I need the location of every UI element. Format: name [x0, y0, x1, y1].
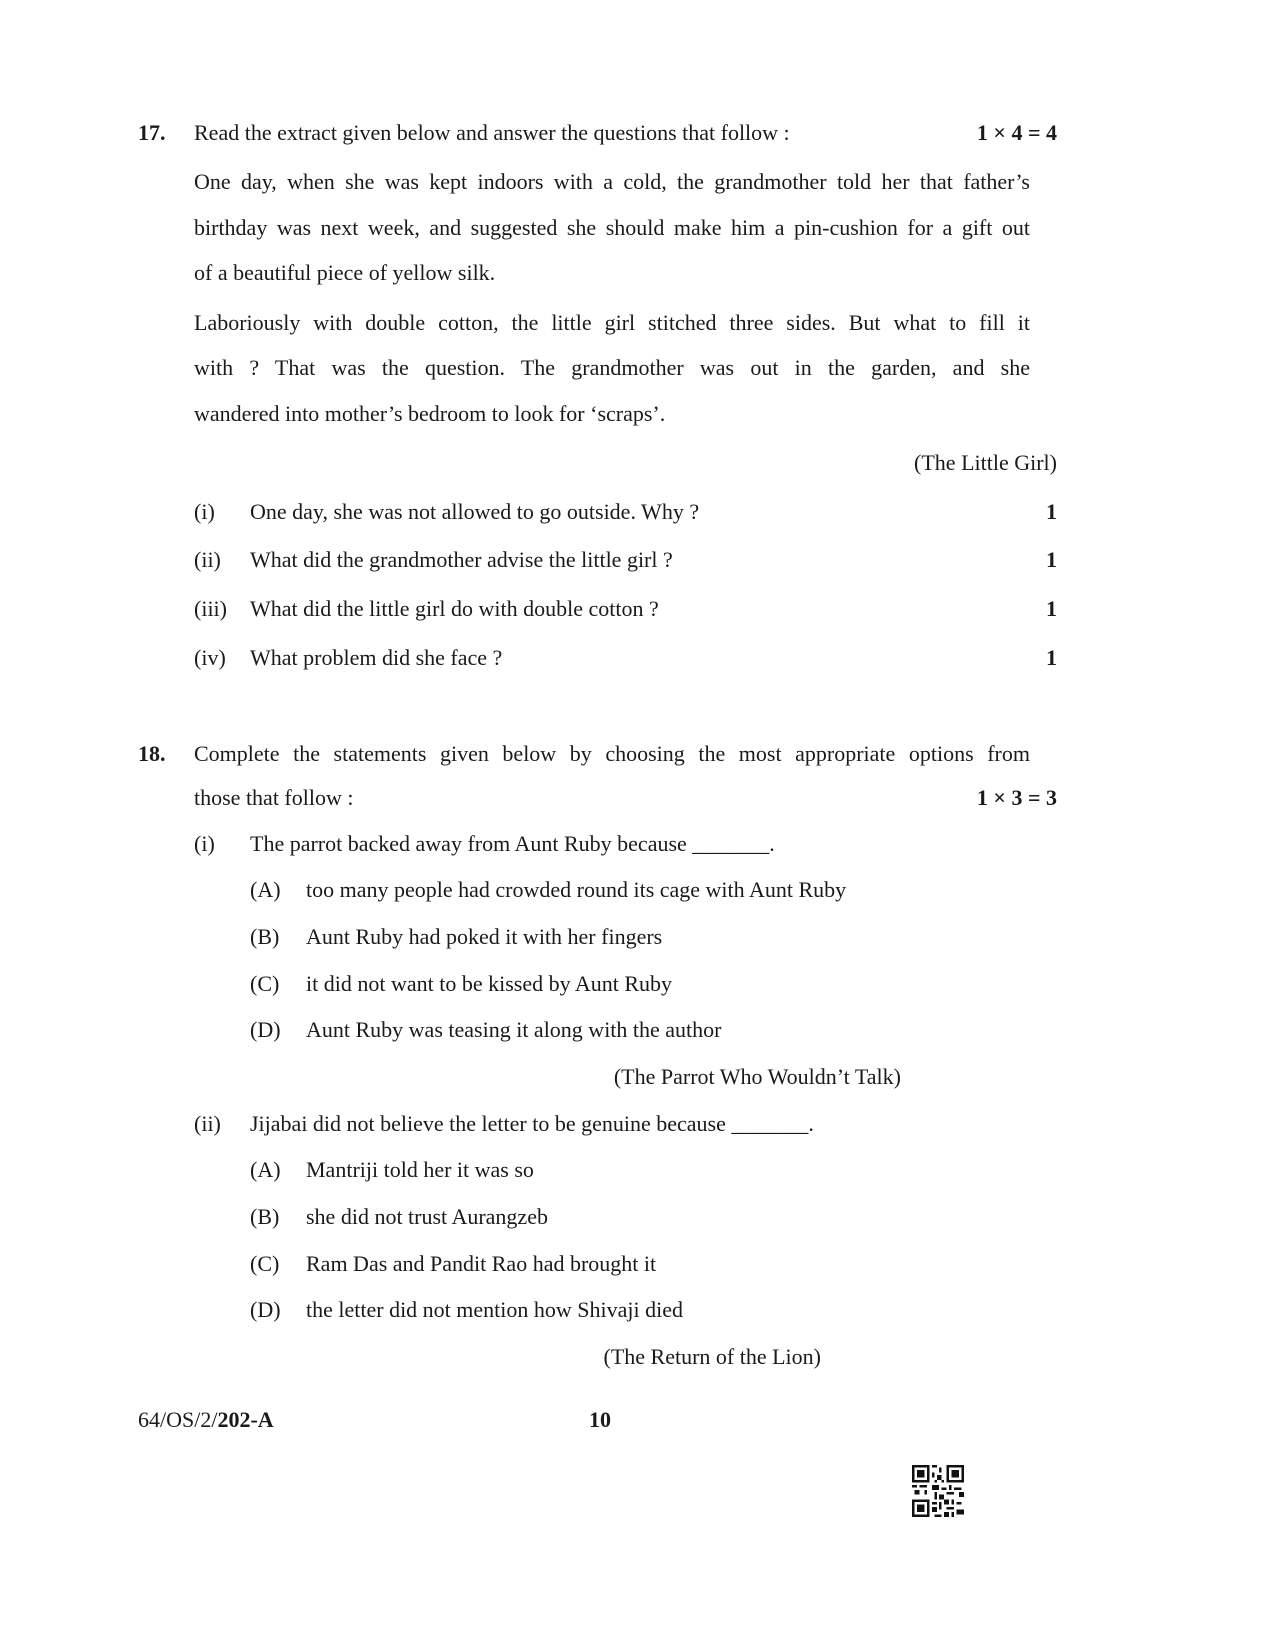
option-text: Ram Das and Pandit Rao had brought it: [306, 1251, 657, 1276]
paper-code-suffix: 202-A: [217, 1407, 274, 1432]
sub-question-text: What did the little girl do with double cotton ?: [250, 596, 659, 621]
sub-question-text: Jijabai did not believe the letter to be genuine because _______.: [250, 1111, 814, 1136]
option-text: she did not trust Aurangzeb: [306, 1204, 548, 1229]
sub-question-text: One day, she was not allowed to go outside. Why ?: [250, 499, 700, 524]
sub-question-mark: 1: [1046, 596, 1057, 621]
question-instruction: those that follow :: [194, 785, 354, 810]
item-source: (The Parrot Who Wouldn’t Talk): [613, 1064, 901, 1089]
question-instruction: Complete the statements given below by choosing the most appropriate options from: [194, 741, 1030, 766]
sub-question-text: What problem did she face ?: [250, 645, 503, 670]
extract-line: birthday was next week, and suggested she should make him a pin-cushion for a gift out: [194, 215, 1030, 240]
sub-question-mark: 1: [1046, 499, 1057, 524]
sub-question-number: (i): [194, 831, 215, 856]
extract-line: wandered into mother’s bedroom to look for ‘scraps’.: [194, 401, 666, 426]
qr-code-icon: [912, 1465, 964, 1517]
option-text: it did not want to be kissed by Aunt Ruby: [306, 971, 673, 996]
option-text: too many people had crowded round its cage with Aunt Ruby: [306, 877, 847, 902]
sub-question-text: What did the grandmother advise the little girl ?: [250, 547, 673, 572]
paper-code-prefix: 64/OS/2/: [138, 1407, 218, 1432]
sub-question-text: The parrot backed away from Aunt Ruby because _______.: [250, 831, 775, 856]
sub-question-mark: 1: [1046, 547, 1057, 572]
option-letter: (A): [250, 1157, 281, 1182]
extract-line: of a beautiful piece of yellow silk.: [194, 260, 496, 285]
extract-line: with ? That was the question. The grandmother was out in the garden, and she: [194, 355, 1030, 380]
option-text: the letter did not mention how Shivaji died: [306, 1297, 683, 1322]
question-number: 17.: [138, 120, 166, 145]
option-letter: (B): [250, 924, 280, 949]
extract-line: One day, when she was kept indoors with a cold, the grandmother told her that father’s: [194, 169, 1030, 194]
sub-question-number: (ii): [194, 547, 221, 572]
sub-question-mark: 1: [1046, 645, 1057, 670]
option-letter: (B): [250, 1204, 280, 1229]
option-text: Aunt Ruby had poked it with her fingers: [306, 924, 663, 949]
item-source: (The Return of the Lion): [603, 1344, 821, 1369]
option-letter: (A): [250, 877, 281, 902]
option-text: Mantriji told her it was so: [306, 1157, 534, 1182]
extract-source: (The Little Girl): [914, 450, 1057, 475]
sub-question-number: (ii): [194, 1111, 221, 1136]
extract-line: Laboriously with double cotton, the little girl stitched three sides. But what to fill it: [194, 310, 1030, 335]
question-number: 18.: [138, 741, 166, 766]
sub-question-number: (iv): [194, 645, 226, 670]
option-text: Aunt Ruby was teasing it along with the author: [306, 1017, 722, 1042]
option-letter: (C): [250, 971, 280, 996]
sub-question-number: (iii): [194, 596, 227, 621]
paper-code: [138, 1409, 274, 1431]
option-letter: (D): [250, 1017, 281, 1042]
question-marks: 1 × 4 = 4: [976, 120, 1057, 145]
option-letter: (C): [250, 1251, 280, 1276]
question-marks: 1 × 3 = 3: [976, 785, 1057, 810]
question-instruction: Read the extract given below and answer the questions that follow :: [194, 120, 790, 145]
option-letter: (D): [250, 1297, 281, 1322]
sub-question-number: (i): [194, 499, 215, 524]
page-number: 10: [589, 1407, 611, 1432]
